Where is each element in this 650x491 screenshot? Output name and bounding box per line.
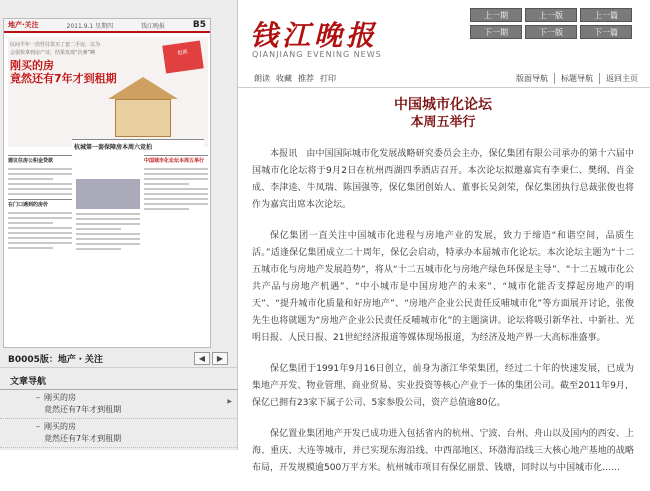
next-article-button[interactable]: 下一篇 xyxy=(580,25,632,39)
article-nav-bullet-icon: – xyxy=(36,422,40,431)
page-nav-links xyxy=(510,73,644,84)
thumbnail-box-headline-2: 建议住房公积金贷款 xyxy=(8,155,72,165)
article-tools xyxy=(254,73,342,84)
article-nav-arrow-icon: ▶ xyxy=(227,398,232,405)
page-thumbnail[interactable] xyxy=(3,18,211,348)
article-nav-item-line2: 竟然还有7年才到租期 xyxy=(44,434,122,443)
prev-article-button[interactable]: 上一篇 xyxy=(580,8,632,22)
layout-nav-link[interactable]: 版面导航 xyxy=(510,73,555,84)
article-paragraph: 保亿置业集团地产开发已成功进入包括省内的杭州、宁波、台州、舟山以及国内的西安、上海、重庆、大连等城市，并已实现东海沿线、中西部地区、环渤海沿线三大核心地产基地的战略布局，开发规模逾500万平方米。杭州城市项目有保亿丽景、钱塘，同时以与中国城市化…… xyxy=(252,429,634,473)
thumbnail-box-headline-1: 中国城市化论坛本周五举行 xyxy=(144,155,208,165)
newspaper-logo[interactable]: 钱江晚报 xyxy=(250,19,379,52)
thumbnail-sticker: 租期 xyxy=(162,40,204,73)
issue-nav-buttons xyxy=(470,8,638,42)
thumbnail-columns xyxy=(8,151,208,347)
next-edition-arrow-icon[interactable]: ▶ xyxy=(212,352,228,365)
article-title-line2: 本周五举行 xyxy=(410,115,476,130)
thumbnail-section: 地产·关注 xyxy=(8,21,39,29)
thumbnail-column-3[interactable] xyxy=(144,151,208,347)
edition-arrows xyxy=(192,352,228,365)
thumbnail-photo-icon xyxy=(76,179,140,209)
left-panel xyxy=(0,0,238,450)
thumbnail-box-headline-3: 在门口遇到的房价 xyxy=(8,199,72,209)
article-nav-title: 文章导航 xyxy=(0,374,238,390)
article-nav-bullet-icon: – xyxy=(36,393,40,402)
article-toolbar xyxy=(238,70,650,88)
article-nav-item-line2: 竟然还有7年才到租期 xyxy=(44,405,122,414)
thumbnail-page: B5 xyxy=(192,20,206,30)
right-panel xyxy=(238,0,650,473)
thumbnail-header xyxy=(4,19,210,33)
read-aloud-button[interactable]: 朗读 xyxy=(254,74,270,83)
thumbnail-column-2[interactable] xyxy=(76,175,140,371)
thumbnail-date: 2011.9.1 星期四 xyxy=(66,22,114,30)
nav-button-row-prev xyxy=(470,8,638,22)
favorite-button[interactable]: 收藏 xyxy=(276,74,292,83)
nav-button-row-next xyxy=(470,25,638,39)
thumbnail-banner[interactable]: 杭城第一套保障房本周六竞拍 xyxy=(72,139,204,157)
article-title-line1: 中国城市化论坛 xyxy=(394,97,492,113)
next-issue-button[interactable]: 下一期 xyxy=(470,25,522,39)
thumbnail-headline-line1: 刚买的房 xyxy=(10,59,54,72)
article-paragraph: 本报讯 由中国国际城市化发展战略研究委员会主办，保亿集团有限公司承办的第十六届中国城市化论坛将于9月2日在杭州西湖四季酒店召开。本次论坛拟邀嘉宾有李秉仁、樊纲、肖金成、李津逵、牛凤瑞、陈国强等，保亿集团创始人、董事长吴剑荣，保亿集团执行总裁张俊也将作为嘉宾出席本次论坛。 xyxy=(252,149,634,210)
article-paragraph: 保亿集团一直关注中国城市化进程与房地产业的发展，致力于缔造“和谐空间，品质生活。”适逢保亿集团成立二十周年，保亿会启动，特承办本届城市化论坛。本次论坛主题为“十二五城市化与房地产发展趋势”，将从“十二五城市化与房地产绿色环保是主导”、“十二五城市化公共产品与房地产机遇”、“中小城市是中国房地产的未来”、“城市化能否支撑起房地产的明天”、“提升城市化质量和好房地产”、“房地产企业公民责任反哺城市化”等方面展开讨论，张俊先生也将就题为“房地产企业公民责任反哺城市化”的主题演讲。论坛将吸引新华社、中新社、光明日报、人民日报、21世纪经济报道等媒体现场报道，为经济及地产界一大高标准盛事。 xyxy=(252,231,634,343)
print-button[interactable]: 打印 xyxy=(320,74,336,83)
article-paragraph: 保亿集团于1991年9月16日创立，前身为浙江华荣集团，经过二十年的快速发展，已成为集地产开发、物业管理、商业贸易、实业投资等核心产业于一体的集团公司。截至2011年9月，保亿已拥有23家下属子公司、5家参股公司，资产总值逾80亿。 xyxy=(252,364,634,408)
newspaper-logo-english: QIANJIANG EVENING NEWS xyxy=(252,50,382,59)
thumbnail-headline-line2: 竟然还有7年才到租期 xyxy=(10,72,117,85)
prev-issue-button[interactable]: 上一期 xyxy=(470,8,522,22)
home-link[interactable]: 返回主页 xyxy=(606,74,638,83)
article-nav-item[interactable] xyxy=(0,390,238,419)
edition-label: B0005版：地产・关注 xyxy=(8,355,103,365)
prev-edition-arrow-icon[interactable]: ◀ xyxy=(194,352,210,365)
house-illustration-icon xyxy=(108,77,178,137)
article-nav-item-line1: 刚买的房 xyxy=(44,393,76,402)
article-nav-item-line1: 刚买的房 xyxy=(44,422,76,431)
article-nav-item[interactable] xyxy=(0,419,238,448)
next-page-button[interactable]: 下一版 xyxy=(525,25,577,39)
thumbnail-paper: 钱江晚报 xyxy=(141,22,166,30)
masthead xyxy=(238,0,650,68)
prev-page-button[interactable]: 上一版 xyxy=(525,8,577,22)
thumbnail-kicker: 民间半年一次性付款买了套二手房，以为会很快拿到房产证，结果发现“坑爹”啊 xyxy=(10,42,101,56)
edition-bar xyxy=(0,350,238,368)
article-body xyxy=(252,96,634,491)
article-navigation xyxy=(0,374,238,448)
thumbnail-column-1[interactable] xyxy=(8,151,72,347)
recommend-button[interactable]: 推荐 xyxy=(298,74,314,83)
title-nav-link[interactable]: 标题导航 xyxy=(555,73,600,84)
thumbnail-lead-story[interactable] xyxy=(8,37,208,147)
